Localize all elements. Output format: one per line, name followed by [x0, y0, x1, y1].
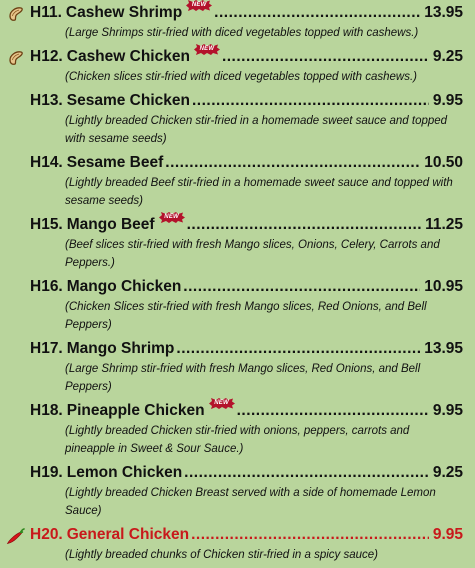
- item-name: Sesame Beef: [66, 154, 164, 171]
- item-name: Cashew Shrimp: [65, 4, 183, 21]
- item-description: (Lightly breaded Beef stir-fried in a homemade sweet sauce and topped with sesame seeds): [65, 177, 453, 207]
- item-name: Cashew Chicken: [66, 48, 190, 65]
- item-code: H13.: [30, 92, 63, 109]
- menu-item-h13: [0, 90, 475, 148]
- menu-item-h16: [0, 276, 475, 334]
- item-name: Sesame Chicken: [66, 92, 190, 109]
- new-badge: [159, 212, 185, 223]
- new-badge: [186, 0, 212, 11]
- dot-leader: [184, 462, 429, 484]
- menu-item-h20: [0, 524, 475, 564]
- item-name: Pineapple Chicken: [66, 402, 205, 419]
- menu-item-h14: [0, 152, 475, 210]
- item-description: (Chicken Slices stir-fried with fresh Mango slices, Red Onions, and Bell Peppers): [65, 301, 427, 331]
- menu-item-h19: [0, 462, 475, 520]
- menu-item-title-row: [0, 276, 475, 298]
- item-name: Mango Beef: [66, 216, 155, 233]
- dot-leader: [237, 400, 429, 422]
- new-badge-label: NEW: [199, 46, 215, 52]
- item-price: 10.95: [424, 278, 463, 295]
- dot-leader: [214, 2, 420, 24]
- menu-item-title-row: [0, 338, 475, 360]
- nut-icon: [6, 5, 26, 23]
- menu-item-h15: [0, 214, 475, 272]
- item-price: 13.95: [424, 340, 463, 357]
- menu-item-title-row: [0, 524, 475, 546]
- item-price: 9.95: [432, 402, 463, 419]
- item-price: 11.25: [425, 216, 463, 233]
- item-name: General Chicken: [66, 526, 190, 543]
- menu-item-title-row: [0, 90, 475, 112]
- item-code: H12.: [30, 48, 63, 65]
- item-code: H16.: [30, 278, 63, 295]
- item-price: 9.95: [432, 92, 463, 109]
- item-price: 9.95: [432, 526, 463, 543]
- item-description: (Large Shrimps stir-fried with diced vegetables topped with cashews.): [65, 27, 419, 39]
- menu-item-title-row: [0, 46, 475, 68]
- item-price: 9.25: [432, 464, 463, 481]
- menu-item-h11: [0, 2, 475, 42]
- item-code: H11.: [30, 4, 62, 21]
- menu-item-title-row: [0, 2, 475, 24]
- new-badge-label: NEW: [191, 2, 207, 8]
- new-badge: [209, 398, 235, 409]
- item-description: (Lightly breaded Chicken Breast served with a side of homemade Lemon Sauce): [65, 487, 436, 517]
- dot-leader: [222, 46, 429, 68]
- item-name: Mango Shrimp: [66, 340, 175, 357]
- item-description: (Large Shrimp stir-fried with fresh Mango slices, Red Onions, and Bell Peppers): [65, 363, 421, 393]
- item-price: 13.95: [424, 4, 463, 21]
- item-description: (Chicken slices stir-fried with diced vegetables topped with cashews.): [65, 71, 417, 83]
- new-badge-label: NEW: [214, 400, 229, 406]
- menu-item-title-row: [0, 400, 475, 422]
- item-description: (Lightly breaded chunks of Chicken stir-fried in a spicy sauce): [65, 549, 378, 561]
- menu-item-title-row: [0, 214, 475, 236]
- item-name: Lemon Chicken: [66, 464, 183, 481]
- dot-leader: [192, 90, 429, 112]
- item-description: (Lightly breaded Chicken stir-fried with onions, peppers, carrots and pineapple in Sweet & Sour Sauce.): [65, 425, 410, 455]
- item-price: 10.50: [424, 154, 463, 171]
- item-code: H15.: [30, 216, 63, 233]
- new-badge: [194, 44, 220, 55]
- dot-leader: [183, 276, 420, 298]
- item-description: (Lightly breaded Chicken stir-fried in a homemade sweet sauce and topped with sesame seeds): [65, 115, 448, 145]
- menu-item-h17: [0, 338, 475, 396]
- menu-item-h12: [0, 46, 475, 86]
- item-price: 9.25: [432, 48, 463, 65]
- item-code: H14.: [30, 154, 63, 171]
- dot-leader: [176, 338, 420, 360]
- dot-leader: [187, 214, 421, 236]
- chili-pepper-icon: [6, 527, 26, 545]
- item-code: H18.: [30, 402, 63, 419]
- dot-leader: [165, 152, 420, 174]
- menu-item-h18: [0, 400, 475, 458]
- new-badge-label: NEW: [164, 214, 179, 220]
- menu-item-title-row: [0, 152, 475, 174]
- dot-leader: [191, 524, 429, 546]
- item-code: H19.: [30, 464, 63, 481]
- item-description: (Beef slices stir-fried with fresh Mango slices, Onions, Celery, Carrots and Peppers.): [65, 239, 440, 269]
- menu-list: [0, 2, 475, 568]
- item-name: Mango Chicken: [66, 278, 182, 295]
- nut-icon: [6, 49, 26, 67]
- menu-item-title-row: [0, 462, 475, 484]
- item-code: H20.: [30, 526, 63, 543]
- item-code: H17.: [30, 340, 63, 357]
